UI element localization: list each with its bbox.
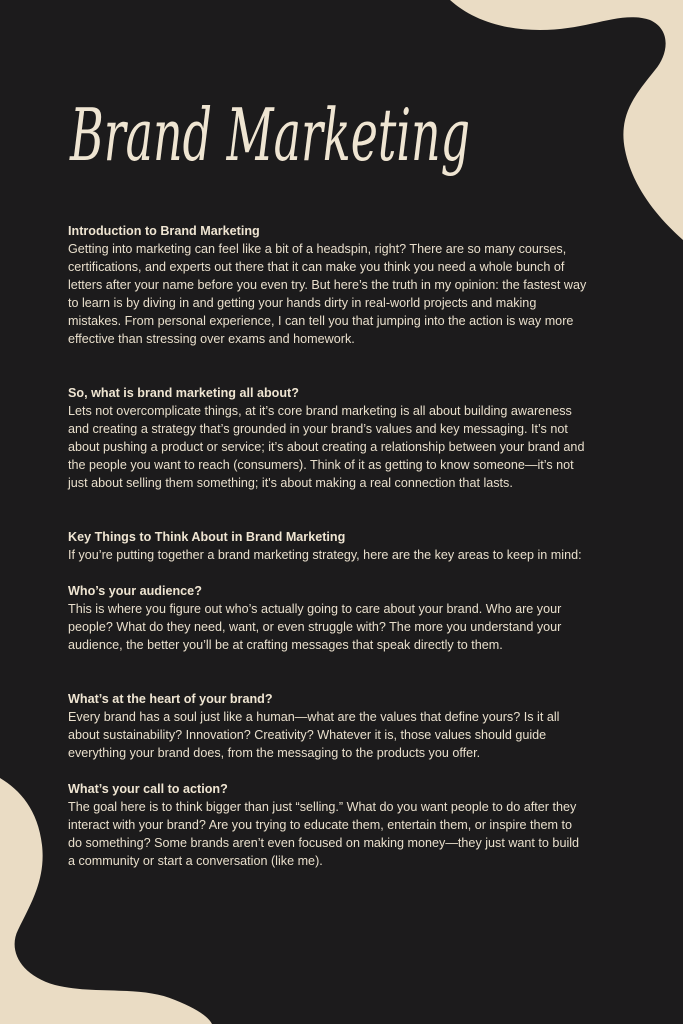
section-cta: [68, 780, 588, 870]
section-key-body: If you’re putting together a brand marketing strategy, here are the key areas to keep in mind:: [68, 548, 582, 562]
section-heart-heading: What’s at the heart of your brand?: [68, 692, 273, 706]
section-heart: [68, 690, 588, 762]
section-cta-heading: What’s your call to action?: [68, 782, 228, 796]
article: [68, 222, 588, 870]
section-what-body: Lets not overcomplicate things, at it’s core brand marketing is all about building awareness and creating a strategy that’s grounded in your brand’s values and key messaging. It’s not about pushing a product or service; it’s about creating a relationship between your brand and the people you want to reach (consumers). Think of it as getting to know someone—it’s not just about selling them something; it's about making a real connection that lasts.: [68, 404, 585, 490]
section-audience: [68, 582, 588, 654]
section-what: [68, 384, 588, 492]
section-audience-body: This is where you figure out who’s actually going to care about your brand. Who are your people? What do they need, want, or even struggle with? The more you understand your audience, the better you’ll be at crafting messages that speak directly to them.: [68, 602, 562, 652]
section-heart-body: Every brand has a soul just like a human—what are the values that define yours? Is it all about sustainability? Innovation? Creativity? Whatever it is, those values should guide everything your brand does, from the messaging to the products you offer.: [68, 710, 560, 760]
section-intro-heading: Introduction to Brand Marketing: [68, 224, 260, 238]
section-audience-heading: Who’s your audience?: [68, 584, 202, 598]
page-title-text: Brand Marketing: [68, 93, 471, 177]
section-what-heading: So, what is brand marketing all about?: [68, 386, 299, 400]
section-intro-body: Getting into marketing can feel like a bit of a headspin, right? There are so many courses, certifications, and experts out there that it can make you think you need a whole bunch of letters after your name before you even try. But here’s the truth in my opinion: the fastest way to learn is by diving in and getting your hands dirty in real-world projects and making mistakes. From personal experience, I can tell you that jumping into the action is way more effective than stressing over exams and homework.: [68, 242, 587, 346]
page-title: [66, 72, 626, 202]
section-key-heading: Key Things to Think About in Brand Marketing: [68, 530, 346, 544]
section-intro: [68, 222, 588, 348]
section-cta-body: The goal here is to think bigger than just “selling.” What do you want people to do after they interact with your brand? Are you trying to educate them, entertain them, or inspire them to do something? Some brands aren’t even focused on making money—they just want to build a community or start a conversation (like me).: [68, 800, 580, 868]
section-key: [68, 528, 588, 564]
